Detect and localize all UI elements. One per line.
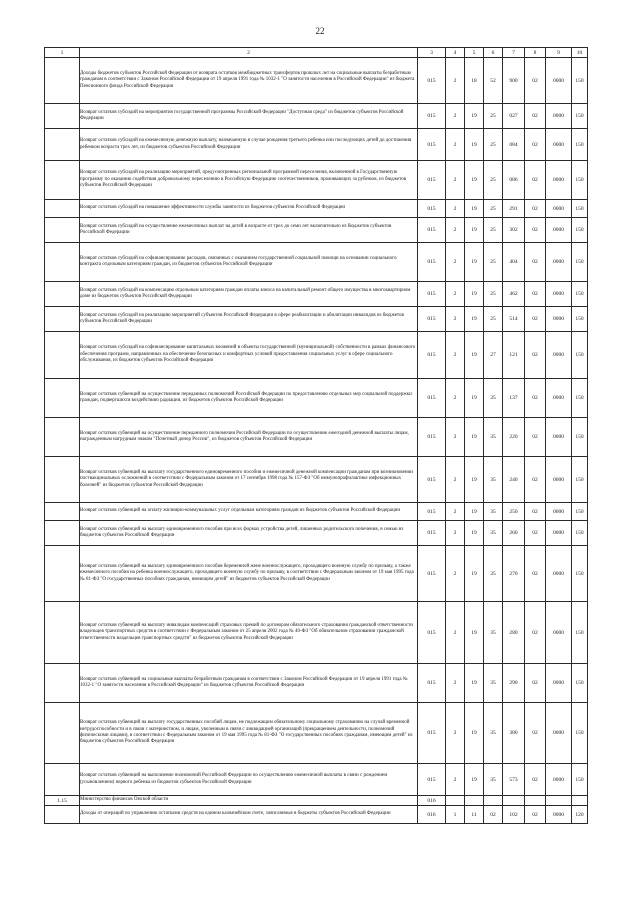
code-cell-subarticle: 084 <box>503 129 525 161</box>
code-cell-program: 0000 <box>546 602 572 664</box>
code-cell-element: 02 <box>525 58 546 104</box>
code-cell-subarticle: 102 <box>503 806 525 824</box>
code-cell-subarticle: 260 <box>503 521 525 546</box>
code-cell-group: 2 <box>446 764 465 796</box>
header-cell: 9 <box>546 48 572 58</box>
code-cell-subgroup: 19 <box>465 664 484 703</box>
header-cell: 7 <box>503 48 525 58</box>
description-cell: Возврат остатков субвенций на выплату единовременного пособия при всех формах устройства детей, лишенных родительского попечения, в семью из бюджетов субъектов Российской Федерации <box>80 521 418 546</box>
code-cell-admin: 015 <box>418 602 446 664</box>
description-cell: Возврат остатков субсидий на софинансирование расходов, связанных с оказанием государственной социальной помощи на основании социального контракта отдельным категориям граждан, из бюджетов субъектов Российской Федерации <box>80 243 418 282</box>
code-cell-element <box>525 796 546 806</box>
row-index-cell <box>45 418 80 457</box>
code-cell-subgroup: 19 <box>465 161 484 200</box>
code-cell-element: 02 <box>525 546 546 602</box>
table-row <box>45 307 588 332</box>
code-cell-element: 02 <box>525 806 546 824</box>
table-row <box>45 243 588 282</box>
code-cell-subarticle: 573 <box>503 764 525 796</box>
code-cell-subgroup: 19 <box>465 503 484 521</box>
code-cell-group: 2 <box>446 218 465 243</box>
description-cell: Возврат остатков субвенций на выплату государственных пособий лицам, не подлежащим обязательному социальному страхованию на случай временной нетрудоспособности и в связи с материнством, и лицам, уволенным в связи с ликвидацией организаций (прекращением деятельности, полномочий физическими лицами), в соответствии с Федеральным законом от 19 мая 1995 года № 81-ФЗ "О государственных пособиях гражданам, имеющим детей" из бюджетов субъектов Российской Федерации <box>80 703 418 764</box>
code-cell-program: 0000 <box>546 307 572 332</box>
code-cell-subarticle: 250 <box>503 503 525 521</box>
code-cell-economic: 150 <box>572 521 588 546</box>
code-cell-group: 2 <box>446 332 465 379</box>
code-cell-article: 35 <box>484 703 503 764</box>
code-cell-admin: 015 <box>418 457 446 503</box>
header-cell: 1 <box>45 48 80 58</box>
row-index-cell <box>45 161 80 200</box>
header-cell: 8 <box>525 48 546 58</box>
code-cell-economic: 150 <box>572 457 588 503</box>
table-row <box>45 457 588 503</box>
code-cell-subgroup: 19 <box>465 243 484 282</box>
code-cell-article: 25 <box>484 282 503 307</box>
code-cell-article: 35 <box>484 379 503 418</box>
code-cell-group: 2 <box>446 129 465 161</box>
code-cell-program: 0000 <box>546 282 572 307</box>
row-index-cell <box>45 332 80 379</box>
code-cell-admin: 016 <box>418 806 446 824</box>
table-row <box>45 129 588 161</box>
code-cell-article: 25 <box>484 307 503 332</box>
code-cell-admin: 015 <box>418 703 446 764</box>
description-cell: Возврат остатков субсидий на осуществление ежемесячных выплат на детей в возрасте от трех до семи лет включительно из бюджетов субъектов Российской Федерации <box>80 218 418 243</box>
code-cell-economic: 150 <box>572 503 588 521</box>
code-cell-admin: 015 <box>418 200 446 218</box>
code-cell-admin: 015 <box>418 664 446 703</box>
description-cell: Возврат остатков субсидий на ежемесячную денежную выплату, назначаемую в случае рождения третьего ребенка или последующих детей до достижения ребенком возраста трех лет, из бюджетов субъектов Российской Федерации <box>80 129 418 161</box>
code-cell-group: 2 <box>446 104 465 129</box>
code-cell-element: 02 <box>525 129 546 161</box>
header-cell: 4 <box>446 48 465 58</box>
code-cell-group: 2 <box>446 418 465 457</box>
code-cell-article: 25 <box>484 104 503 129</box>
code-cell-element: 02 <box>525 307 546 332</box>
code-cell-program: 0000 <box>546 503 572 521</box>
table-row <box>45 58 588 104</box>
code-cell-subgroup: 11 <box>465 806 484 824</box>
code-cell-admin: 015 <box>418 503 446 521</box>
code-cell-subgroup: 19 <box>465 129 484 161</box>
code-cell-element: 02 <box>525 282 546 307</box>
code-cell-admin: 015 <box>418 104 446 129</box>
code-cell-economic: 150 <box>572 58 588 104</box>
code-cell-group: 2 <box>446 58 465 104</box>
code-cell-economic: 150 <box>572 418 588 457</box>
code-cell-subgroup <box>465 796 484 806</box>
code-cell-program: 0000 <box>546 379 572 418</box>
code-cell-subgroup: 18 <box>465 58 484 104</box>
table-row <box>45 796 588 806</box>
code-cell-admin: 015 <box>418 764 446 796</box>
code-cell-group: 2 <box>446 161 465 200</box>
code-cell-economic: 150 <box>572 243 588 282</box>
code-cell-admin: 015 <box>418 546 446 602</box>
row-index-cell <box>45 764 80 796</box>
code-cell-group: 2 <box>446 546 465 602</box>
code-cell-program: 0000 <box>546 200 572 218</box>
code-cell-article: 25 <box>484 161 503 200</box>
page-number: 22 <box>315 26 325 36</box>
code-cell-subarticle: 086 <box>503 161 525 200</box>
table-row <box>45 602 588 664</box>
description-cell: Возврат остатков субвенций на выполнение полномочий Российской Федерации по осуществлению ежемесячной выплаты в связи с рождением (усыновлением) первого ребенка из бюджетов субъектов Российской Федерации <box>80 764 418 796</box>
code-cell-program: 0000 <box>546 806 572 824</box>
code-cell-economic: 150 <box>572 602 588 664</box>
description-cell: Возврат остатков субсидий на повышение эффективности службы занятости из бюджетов субъектов Российской Федерации <box>80 200 418 218</box>
code-cell-admin: 015 <box>418 243 446 282</box>
code-cell-subgroup: 19 <box>465 602 484 664</box>
description-cell: Возврат остатков субсидий на мероприятия государственной программы Российской Федерации "Доступная среда" из бюджетов субъектов Российской Федерации <box>80 104 418 129</box>
table-body <box>45 48 588 824</box>
code-cell-subgroup: 19 <box>465 282 484 307</box>
code-cell-element: 02 <box>525 218 546 243</box>
code-cell-program <box>546 796 572 806</box>
code-cell-economic: 150 <box>572 764 588 796</box>
description-cell: Возврат остатков субсидий на реализацию мероприятий субъектов Российской Федерации в сфере реабилитации и абилитации инвалидов из бюджетов субъектов Российской Федерации <box>80 307 418 332</box>
code-cell-admin: 015 <box>418 379 446 418</box>
code-cell-element: 02 <box>525 457 546 503</box>
code-cell-subgroup: 19 <box>465 457 484 503</box>
header-cell: 5 <box>465 48 484 58</box>
row-index-cell <box>45 282 80 307</box>
code-cell-subarticle <box>503 796 525 806</box>
code-cell-economic: 150 <box>572 703 588 764</box>
code-cell-group: 2 <box>446 457 465 503</box>
code-cell-subgroup: 19 <box>465 764 484 796</box>
code-cell-program: 0000 <box>546 218 572 243</box>
code-cell-subgroup: 19 <box>465 546 484 602</box>
code-cell-article: 35 <box>484 503 503 521</box>
code-cell-element: 02 <box>525 503 546 521</box>
description-cell: Возврат остатков субвенций на выплату государственного единовременного пособия и ежемесячной денежной компенсации гражданам при возникновении поствакцинальных осложнений в соответствии с Федеральным законом от 17 сентября 1998 года № 157-ФЗ "Об иммунопрофилактике инфекционных болезней" из бюджетов субъектов Российской Федерации <box>80 457 418 503</box>
row-index-cell <box>45 104 80 129</box>
code-cell-subgroup: 19 <box>465 307 484 332</box>
code-cell-program: 0000 <box>546 703 572 764</box>
description-cell: Возврат остатков субвенций на осуществление переданного полномочия Российской Федерации по осуществлению ежегодной денежной выплаты лицам, награжденным нагрудным знаком "Почетный донор России", из бюджетов субъектов Российской Федерации <box>80 418 418 457</box>
description-cell: Возврат остатков субсидий на компенсацию отдельным категориям граждан оплаты взноса на капитальный ремонт общего имущества в многоквартирном доме из бюджетов субъектов Российской Федерации <box>80 282 418 307</box>
code-cell-admin: 015 <box>418 307 446 332</box>
table-row <box>45 521 588 546</box>
code-cell-economic: 150 <box>572 664 588 703</box>
code-cell-subarticle: 220 <box>503 418 525 457</box>
row-index-cell <box>45 200 80 218</box>
code-cell-subarticle: 290 <box>503 664 525 703</box>
row-index-cell <box>45 806 80 824</box>
description-cell: Возврат остатков субвенций на оплату жилищно-коммунальных услуг отдельным категориям граждан из бюджетов субъектов Российской Федерации <box>80 503 418 521</box>
row-index-cell <box>45 546 80 602</box>
code-cell-subarticle: 280 <box>503 602 525 664</box>
code-cell-economic: 150 <box>572 129 588 161</box>
code-cell-subarticle: 302 <box>503 218 525 243</box>
code-cell-article: 25 <box>484 200 503 218</box>
code-cell-element: 02 <box>525 602 546 664</box>
code-cell-admin: 015 <box>418 58 446 104</box>
code-cell-subarticle: 514 <box>503 307 525 332</box>
code-cell-subarticle: 137 <box>503 379 525 418</box>
description-cell: Возврат остатков субвенций на выплату единовременного пособия беременной жене военнослужащего, проходящего военную службу по призыву, а также ежемесячного пособия на ребенка военнослужащего, проходящего военную службу по призыву, в соответствии с Федеральным законом от 19 мая 1995 года № 81-ФЗ "О государственных пособиях гражданам, имеющим детей" из бюджетов субъектов Российской Федерации <box>80 546 418 602</box>
description-cell: Доходы от операций по управлению остатками средств на едином казначейском счете, зачисляемые в бюджеты субъектов Российской Федерации <box>80 806 418 824</box>
code-cell-subarticle: 462 <box>503 282 525 307</box>
code-cell-article: 25 <box>484 218 503 243</box>
table-row <box>45 546 588 602</box>
code-cell-program: 0000 <box>546 104 572 129</box>
code-cell-article: 35 <box>484 418 503 457</box>
code-cell-article <box>484 796 503 806</box>
row-index-cell <box>45 129 80 161</box>
code-cell-subgroup: 19 <box>465 218 484 243</box>
code-cell-admin: 015 <box>418 418 446 457</box>
code-cell-group: 2 <box>446 521 465 546</box>
code-cell-program: 0000 <box>546 58 572 104</box>
table-row <box>45 332 588 379</box>
table-row <box>45 282 588 307</box>
row-index-cell <box>45 521 80 546</box>
code-cell-admin: 015 <box>418 332 446 379</box>
description-cell: Возврат остатков субвенций на социальные выплаты безработным гражданам в соответствии с Законом Российской Федерации от 19 апреля 1991 года № 1032-1 "О занятости населения в Российской Федерации" из бюджетов субъектов Российской Федерации <box>80 664 418 703</box>
row-index-cell <box>45 379 80 418</box>
table-row <box>45 161 588 200</box>
code-cell-subarticle: 291 <box>503 200 525 218</box>
code-cell-subgroup: 19 <box>465 379 484 418</box>
code-cell-economic: 150 <box>572 104 588 129</box>
code-cell-program: 0000 <box>546 161 572 200</box>
row-index-cell <box>45 457 80 503</box>
code-cell-element: 02 <box>525 764 546 796</box>
code-cell-group: 2 <box>446 307 465 332</box>
code-cell-group <box>446 796 465 806</box>
row-index-cell <box>45 307 80 332</box>
row-index-cell <box>45 503 80 521</box>
description-cell: Возврат остатков субсидий на реализацию мероприятий, предусмотренных региональной программой переселения, включенной в Государственную программу по оказанию содействия добровольному переселению в Российскую Федерацию соотечественников, проживающих за рубежом, из бюджетов субъектов Российской Федерации <box>80 161 418 200</box>
row-index-cell <box>45 703 80 764</box>
header-cell: 10 <box>572 48 588 58</box>
code-cell-element: 02 <box>525 104 546 129</box>
code-cell-group: 2 <box>446 602 465 664</box>
code-cell-article: 25 <box>484 243 503 282</box>
code-cell-element: 02 <box>525 332 546 379</box>
row-index-cell <box>45 243 80 282</box>
code-cell-admin: 016 <box>418 796 446 806</box>
code-cell-program: 0000 <box>546 129 572 161</box>
code-cell-element: 02 <box>525 664 546 703</box>
code-cell-article: 25 <box>484 129 503 161</box>
table-row <box>45 200 588 218</box>
code-cell-group: 2 <box>446 703 465 764</box>
code-cell-admin: 015 <box>418 218 446 243</box>
budget-classification-table <box>44 47 588 824</box>
code-cell-article: 35 <box>484 546 503 602</box>
table-row <box>45 806 588 824</box>
code-cell-subarticle: 121 <box>503 332 525 379</box>
code-cell-program: 0000 <box>546 418 572 457</box>
code-cell-element: 02 <box>525 521 546 546</box>
code-cell-group: 2 <box>446 664 465 703</box>
code-cell-group: 1 <box>446 806 465 824</box>
code-cell-economic: 150 <box>572 282 588 307</box>
code-cell-subarticle: 900 <box>503 58 525 104</box>
code-cell-subarticle: 270 <box>503 546 525 602</box>
description-cell: Возврат остатков субсидий на софинансирование капитальных вложений в объекты государственной (муниципальной) собственности в рамках финансового обеспечения программ, направленных на обеспечение безопасных и комфортных условий предоставления социальных услуг в сфере социального обслуживания, из бюджетов субъектов Российской Федерации <box>80 332 418 379</box>
table-row <box>45 418 588 457</box>
code-cell-economic: 150 <box>572 332 588 379</box>
code-cell-element: 02 <box>525 703 546 764</box>
code-cell-element: 02 <box>525 243 546 282</box>
code-cell-economic: 150 <box>572 379 588 418</box>
code-cell-article: 02 <box>484 806 503 824</box>
table-row <box>45 664 588 703</box>
code-cell-subgroup: 19 <box>465 703 484 764</box>
code-cell-element: 02 <box>525 161 546 200</box>
description-cell: Возврат остатков субвенций на выплату инвалидам компенсаций страховых премий по договорам обязательного страхования гражданской ответственности владельцев транспортных средств в соответствии с Федеральным законом от 25 апреля 2002 года № 40-ФЗ "Об обязательном страховании гражданской ответственности владельцев транспортных средств" из бюджетов субъектов Российской Федерации <box>80 602 418 664</box>
code-cell-economic <box>572 796 588 806</box>
header-cell: 6 <box>484 48 503 58</box>
code-cell-economic: 150 <box>572 161 588 200</box>
code-cell-program: 0000 <box>546 457 572 503</box>
code-cell-admin: 015 <box>418 129 446 161</box>
code-cell-program: 0000 <box>546 546 572 602</box>
code-cell-subarticle: 027 <box>503 104 525 129</box>
row-index-cell <box>45 218 80 243</box>
header-cell: 3 <box>418 48 446 58</box>
row-index-cell <box>45 58 80 104</box>
code-cell-subgroup: 19 <box>465 104 484 129</box>
code-cell-article: 35 <box>484 764 503 796</box>
description-cell: Доходы бюджетов субъектов Российской Федерации от возврата остатков межбюджетных трансфертов прошлых лет на социальные выплаты безработным гражданам в соответствии с Законом Российской Федерации от 19 апреля 1991 года № 1032-1 "О занятости населения в Российской Федерации" из бюджета Пенсионного фонда Российской Федерации <box>80 58 418 104</box>
row-index-cell: 1.15 <box>45 796 80 806</box>
description-cell: Министерство финансов Омской области <box>80 796 418 806</box>
code-cell-element: 02 <box>525 200 546 218</box>
code-cell-subarticle: 380 <box>503 703 525 764</box>
code-cell-element: 02 <box>525 379 546 418</box>
table-row <box>45 218 588 243</box>
code-cell-economic: 150 <box>572 307 588 332</box>
code-cell-program: 0000 <box>546 243 572 282</box>
row-index-cell <box>45 664 80 703</box>
code-cell-economic: 150 <box>572 218 588 243</box>
code-cell-subarticle: 240 <box>503 457 525 503</box>
header-row <box>45 48 588 58</box>
code-cell-subgroup: 19 <box>465 418 484 457</box>
table-row <box>45 764 588 796</box>
code-cell-group: 2 <box>446 282 465 307</box>
code-cell-admin: 015 <box>418 282 446 307</box>
row-index-cell <box>45 602 80 664</box>
code-cell-group: 2 <box>446 243 465 282</box>
table-row <box>45 503 588 521</box>
code-cell-group: 2 <box>446 379 465 418</box>
table-row <box>45 104 588 129</box>
code-cell-article: 35 <box>484 521 503 546</box>
table-row <box>45 379 588 418</box>
code-cell-article: 35 <box>484 457 503 503</box>
code-cell-element: 02 <box>525 418 546 457</box>
code-cell-economic: 150 <box>572 200 588 218</box>
code-cell-economic: 120 <box>572 806 588 824</box>
code-cell-admin: 015 <box>418 521 446 546</box>
code-cell-program: 0000 <box>546 521 572 546</box>
code-cell-article: 27 <box>484 332 503 379</box>
code-cell-subgroup: 19 <box>465 332 484 379</box>
code-cell-subarticle: 404 <box>503 243 525 282</box>
code-cell-group: 2 <box>446 503 465 521</box>
code-cell-economic: 150 <box>572 546 588 602</box>
header-cell: 2 <box>80 48 418 58</box>
code-cell-program: 0000 <box>546 332 572 379</box>
code-cell-article: 52 <box>484 58 503 104</box>
code-cell-admin: 015 <box>418 161 446 200</box>
code-cell-article: 35 <box>484 602 503 664</box>
code-cell-program: 0000 <box>546 764 572 796</box>
code-cell-article: 35 <box>484 664 503 703</box>
code-cell-subgroup: 19 <box>465 200 484 218</box>
description-cell: Возврат остатков субвенций на осуществление переданных полномочий Российской Федерации по предоставлению отдельных мер социальной поддержки граждан, подвергшихся воздействию радиации, из бюджетов субъектов Российской Федерации <box>80 379 418 418</box>
table-row <box>45 703 588 764</box>
code-cell-subgroup: 19 <box>465 521 484 546</box>
code-cell-program: 0000 <box>546 664 572 703</box>
code-cell-group: 2 <box>446 200 465 218</box>
